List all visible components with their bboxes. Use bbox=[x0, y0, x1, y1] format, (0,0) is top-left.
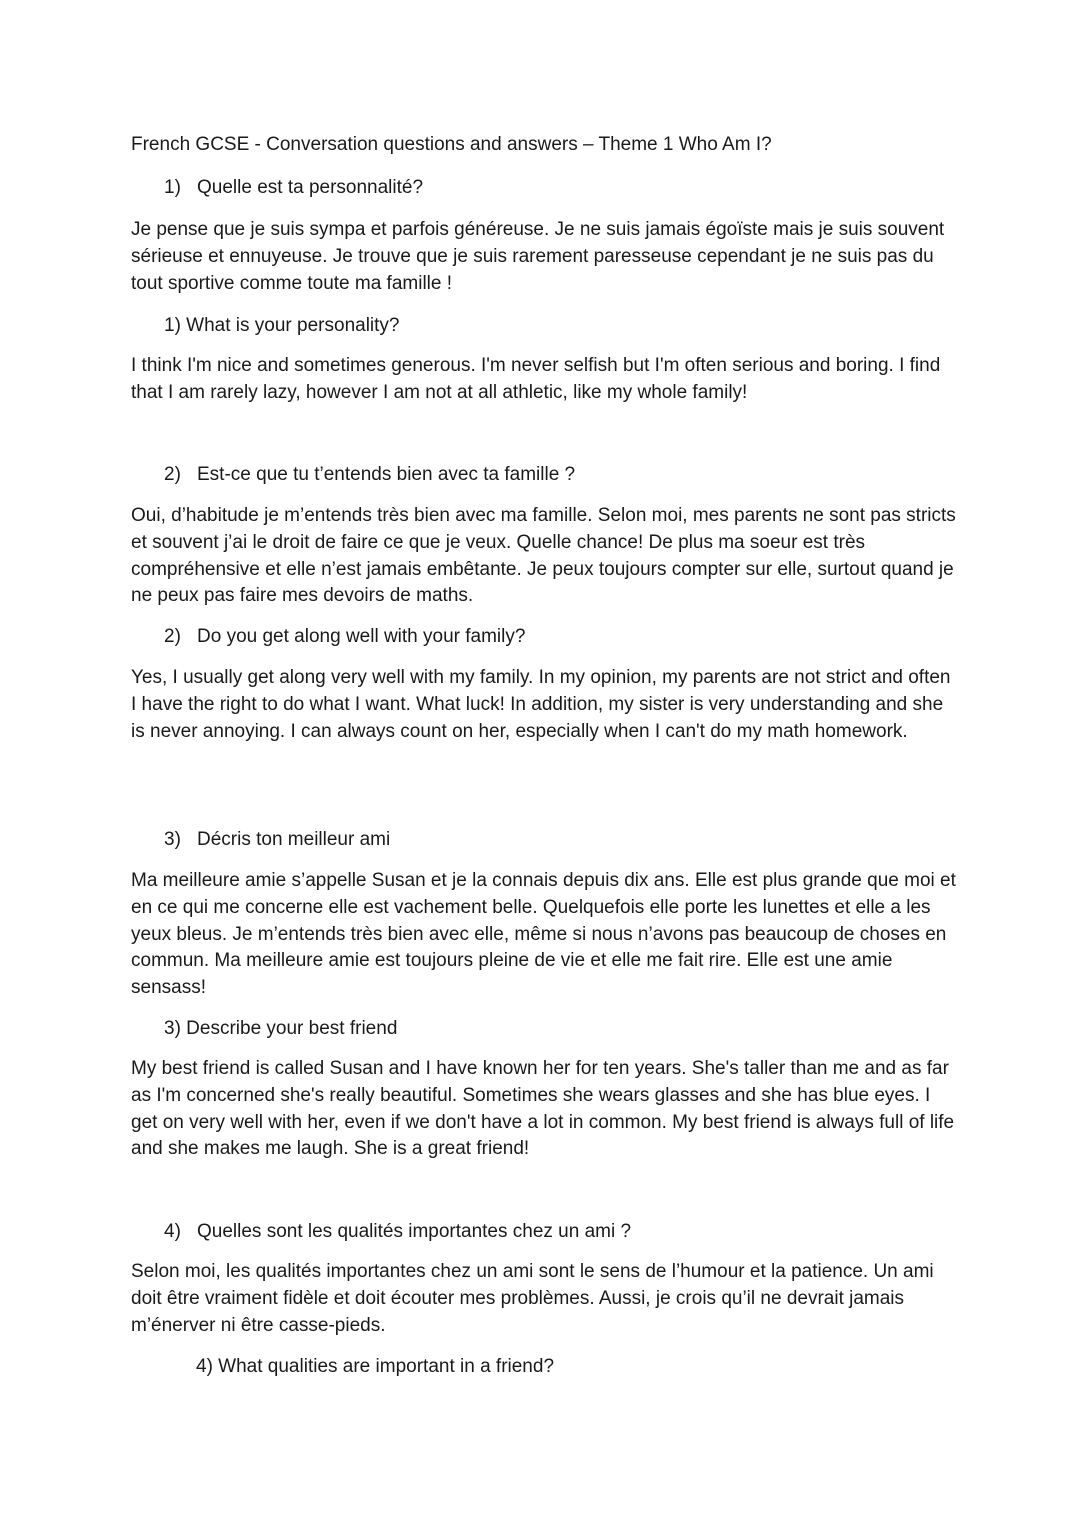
document-title: French GCSE - Conversation questions and answers – Theme 1 Who Am I? bbox=[131, 134, 772, 155]
fr-answer-4: Selon moi, les qualités importantes chez un ami sont le sens de l’humour et la patience. Un ami doit être vraiment fidèle et doit écouter mes problèmes. Aussi, je crois qu’il ne devrait jamais m’énerver ni être casse-pieds. bbox=[131, 1261, 934, 1336]
question-text: Est-ce que tu t’entends bien avec ta famille ? bbox=[197, 464, 576, 485]
question-text: Décris ton meilleur ami bbox=[197, 829, 391, 850]
fr-answer-1: Je pense que je suis sympa et parfois généreuse. Je ne suis jamais égoïste mais je suis souvent sérieuse et ennuyeuse. Je trouve que je suis rarement paresseuse cependant je ne suis pas du tout sportive comme toute ma famille ! bbox=[131, 219, 945, 294]
question-text: Do you get along well with your family? bbox=[197, 626, 526, 647]
en-question-4: 4) What qualities are important in a friend? bbox=[196, 1356, 555, 1377]
en-question-2 bbox=[164, 624, 525, 650]
en-answer-2: Yes, I usually get along very well with my family. In my opinion, my parents are not strict and often I have the right to do what I want. What luck! In addition, my sister is very understanding and she is never annoying. I can always count on her, especially when I can't do my math homework. bbox=[131, 667, 951, 742]
en-question-1: 1) What is your personality? bbox=[164, 315, 400, 336]
question-text: Quelles sont les qualités importantes chez un ami ? bbox=[197, 1221, 632, 1242]
en-answer-3: My best friend is called Susan and I have known her for ten years. She's taller than me and as far as I'm concerned she's really beautiful. Sometimes she wears glasses and she has blue eyes. I get on very well with her, even if we don't have a lot in common. My best friend is always full of life and she makes me laugh. She is a great friend! bbox=[131, 1058, 955, 1160]
fr-question-2 bbox=[164, 462, 575, 488]
question-number: 2) bbox=[164, 626, 181, 647]
en-question-3: 3) Describe your best friend bbox=[164, 1018, 398, 1039]
question-number: 1) bbox=[164, 177, 181, 198]
question-number: 4) bbox=[164, 1221, 181, 1242]
question-number: 3) bbox=[164, 829, 181, 850]
fr-answer-2: Oui, d’habitude je m’entends très bien avec ma famille. Selon moi, mes parents ne sont pas stricts et souvent j’ai le droit de faire ce que je veux. Quelle chance! De plus ma soeur est très compréhensive et elle n’est jamais embêtante. Je peux toujours compter sur elle, surtout quand je ne peux pas faire mes devoirs de maths. bbox=[131, 505, 956, 607]
fr-question-4 bbox=[164, 1219, 631, 1245]
en-answer-1: I think I'm nice and sometimes generous. I'm never selfish but I'm often serious and boring. I find that I am rarely lazy, however I am not at all athletic, like my whole family! bbox=[131, 355, 941, 403]
question-text: Quelle est ta personnalité? bbox=[197, 177, 424, 198]
fr-question-1 bbox=[164, 175, 423, 201]
fr-question-3 bbox=[164, 827, 390, 853]
fr-answer-3: Ma meilleure amie s’appelle Susan et je la connais depuis dix ans. Elle est plus grande que moi et en ce qui me concerne elle est vachement belle. Quelquefois elle porte les lunettes et elle a les yeux bleus. Je m’entends très bien avec elle, même si nous n’avons pas beaucoup de choses en commun. Ma meilleure amie est toujours pleine de vie et elle me fait rire. Elle est une amie sensass! bbox=[131, 870, 956, 999]
question-number: 2) bbox=[164, 464, 181, 485]
